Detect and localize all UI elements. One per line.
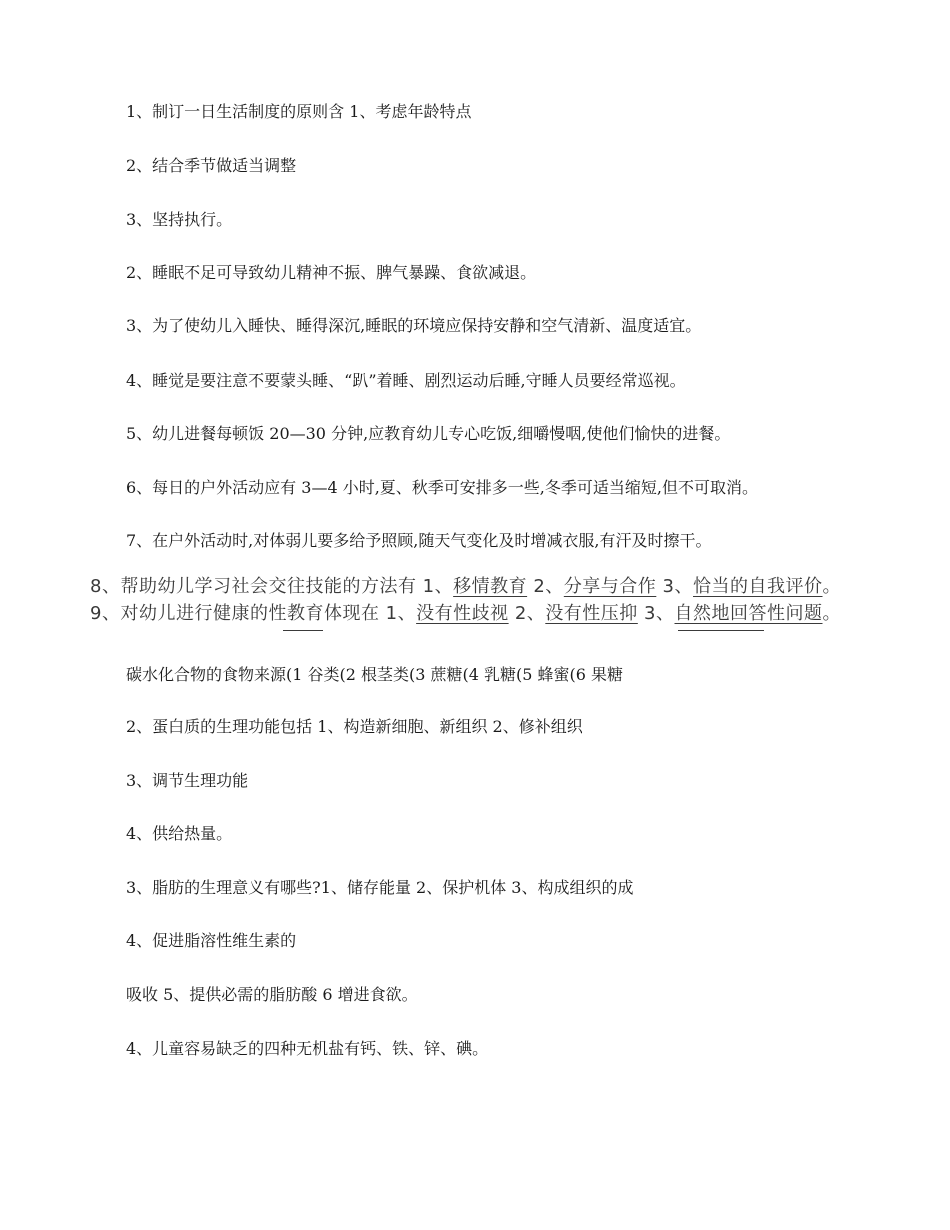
text-line-11: 2、蛋白质的生理功能包括 1、构造新细胞、新组织 2、修补组织 [126,717,583,736]
scan9-prefix: 9、对幼儿进行健康的性教育体现在 1、 [90,603,417,624]
text-line-13: 4、供给热量。 [126,824,233,843]
scan9-mid-1: 2、 [508,603,546,624]
scan-underline-fragment [283,630,323,631]
text-line-10: 碳水化合物的食物来源(1 谷类(2 根茎类(3 蔗糖(4 乳糖(5 蜂蜜(6 果糖 [126,665,624,684]
text-line-7: 5、幼儿进餐每顿饭 20—30 分钟,应教育幼儿专心吃饭,细嚼慢咽,使他们愉快的进餐。 [126,424,731,443]
scan8-answer-3: 恰当的自我评价 [693,576,823,597]
scan9-answer-2: 没有性压抑 [545,603,638,624]
scan8-mid-1: 2、 [527,576,564,597]
scan9-mid-2: 3、 [637,603,675,624]
scan9-answer-1: 没有性歧视 [416,603,509,624]
scan8-suffix: 。 [822,576,841,597]
scan8-prefix: 8、帮助幼儿学习社会交往技能的方法有 1、 [90,576,454,597]
scan9-answer-3: 自然地回答性问题 [674,603,823,624]
scan8-mid-2: 3、 [656,576,693,597]
scan9-suffix: 。 [822,603,841,624]
text-line-8: 6、每日的户外活动应有 3—4 小时,夏、秋季可安排多一些,冬季可适当缩短,但不可取消。 [126,478,758,497]
text-line-17: 4、儿童容易缺乏的四种无机盐有钙、铁、锌、碘。 [126,1039,489,1058]
text-line-4: 2、睡眠不足可导致幼儿精神不振、脾气暴躁、食欲减退。 [126,263,537,282]
scan8-answer-1: 移情教育 [453,576,528,597]
text-line-12: 3、调节生理功能 [126,771,249,790]
scan-underline-fragment [678,630,764,631]
text-line-6: 4、睡觉是要注意不要蒙头睡、“趴”着睡、剧烈运动后睡,守睡人员要经常巡视。 [126,371,686,390]
scan8-answer-2: 分享与合作 [563,576,657,597]
text-line-15: 4、促进脂溶性维生素的 [126,931,297,950]
text-line-16: 吸收 5、提供必需的脂肪酸 6 增进食欲。 [126,985,418,1004]
scanned-line-8 [90,574,841,600]
text-line-2: 2、结合季节做适当调整 [126,156,297,175]
text-line-9: 7、在户外活动时,对体弱儿要多给予照顾,随天气变化及时增减衣服,有汗及时擦干。 [126,531,712,550]
scanned-line-9 [90,601,841,627]
text-line-1: 1、制订一日生活制度的原则含 1、考虑年龄特点 [126,102,472,121]
text-line-3: 3、坚持执行。 [126,210,233,229]
text-line-5: 3、为了使幼儿入睡快、睡得深沉,睡眠的环境应保持安静和空气清新、温度适宜。 [126,316,702,335]
text-line-14: 3、脂肪的生理意义有哪些?1、储存能量 2、保护机体 3、构成组织的成 [126,878,634,897]
